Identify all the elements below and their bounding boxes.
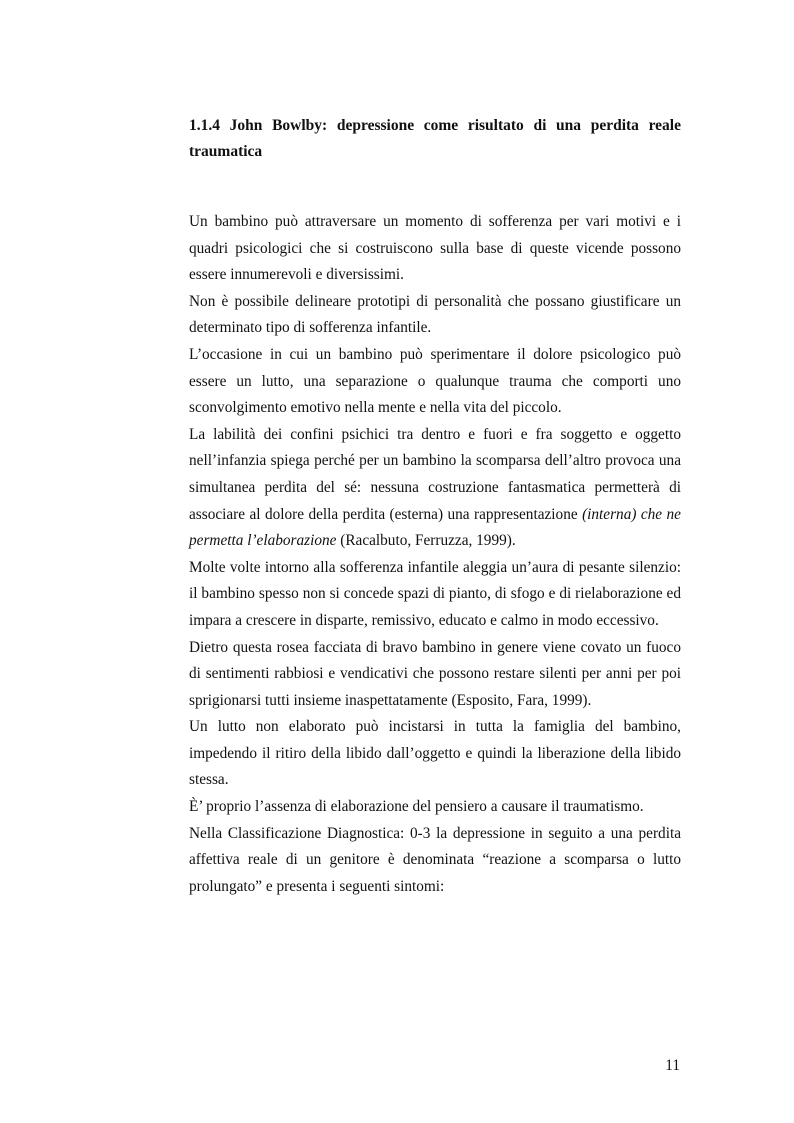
paragraph-mourning: Un lutto non elaborato può incistarsi in tutta la famiglia del bambino, impedendo il ritiro della libido dall’oggetto e quindi la liberazione della libido stessa. [189, 718, 681, 789]
paragraph-absence: È’ proprio l’assenza di elaborazione del pensiero a causare il traumatismo. [189, 798, 644, 816]
document-page [189, 113, 681, 900]
paragraph-facade: Dietro questa rosea facciata di bravo bambino in genere viene covato un fuoco di sentimenti rabbiosi e vendicativi che possono restare silenti per anni per poi sprigionarsi tutti insieme inaspettatamente (Esposito, Fara, 1999). [189, 638, 681, 709]
labilita-text: La labilità dei confini psichici tra dentro e fuori e fra soggetto e oggetto nell’infanzia spiega perché per un bambino la scomparsa dell’altro provoca una simultanea perdita del sé: nessuna costruzione fantasmatica permetterà di associare al dolore della perdita (esterna) una rappresentazione [189, 425, 681, 523]
paragraph-intro: Un bambino può attraversare un momento di sofferenza per vari motivi e i quadri psicologici che si costruiscono sulla base di queste vicende possono essere innumerevoli e diversissimi. [189, 213, 681, 284]
paragraph-silence: Molte volte intorno alla sofferenza infantile aleggia un’aura di pesante silenzio: il bambino spesso non si concede spazi di pianto, di sfogo e di rielaborazione ed impara a crescere in disparte, remissivo, educato e calmo in modo eccessivo. [189, 558, 681, 629]
paragraph-prototypes: Non è possibile delineare prototipi di personalità che possano giustificare un determinato tipo di sofferenza infantile. [189, 292, 681, 337]
labilita-citation: (Racalbuto, Ferruzza, 1999). [336, 532, 516, 550]
paragraph-classification: Nella Classificazione Diagnostica: 0-3 la depressione in seguito a una perdita affettiva reale di un genitore è denominata “reazione a scomparsa o lutto prolungato” e presenta i seguenti sintomi: [189, 824, 681, 895]
page-number: 11 [665, 1057, 680, 1074]
paragraph-occasion: L’occasione in cui un bambino può sperimentare il dolore psicologico può essere un lutto, una separazione o qualunque trauma che comporti uno sconvolgimento emotivo nella mente e nella vita del piccolo. [189, 345, 681, 417]
paragraph-labilita [189, 422, 681, 555]
section-heading: 1.1.4 John Bowlby: depressione come risultato di una perdita reale traumatica [189, 117, 681, 160]
labilita-italic: (interna) che ne permetta l’elaborazione [189, 505, 681, 550]
